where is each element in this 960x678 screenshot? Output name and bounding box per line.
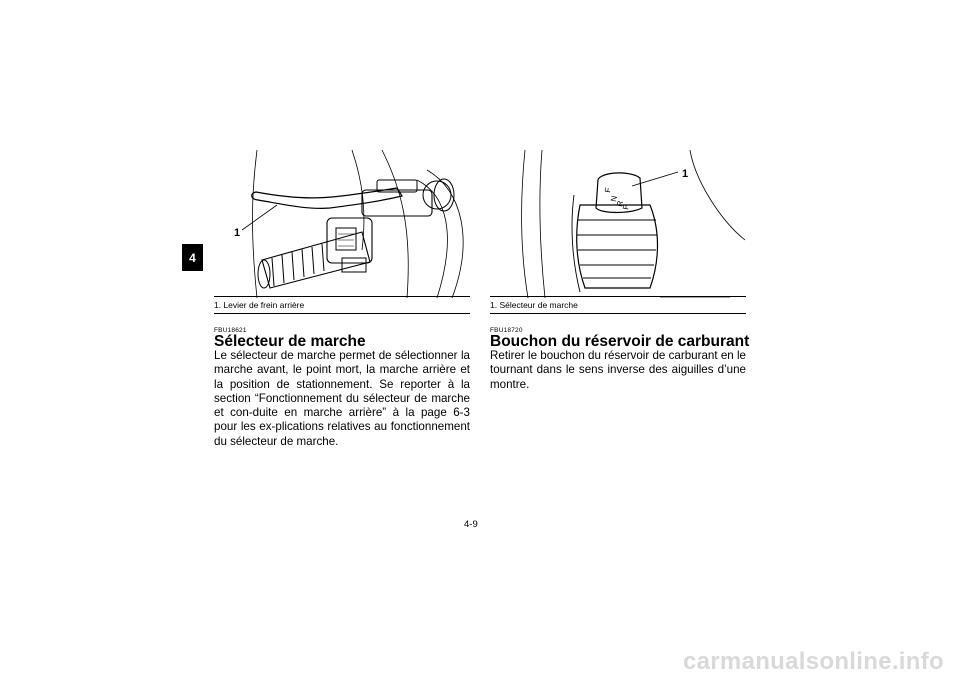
heading-left: Sélecteur de marche: [214, 333, 366, 350]
section-code-right: FBU18720: [490, 327, 523, 334]
svg-text:P: P: [621, 203, 631, 211]
caption-rule-right: [490, 296, 746, 297]
body-left: Le sélecteur de marche permet de sélectionner la marche avant, le point mort, la marche arrière et la position de stationnement. Se reporter à la section “Fonctionnement du sélecteur de marche et con-duite en marche arrière” à la page 6-3 pour les ex-plications relatives au fonctionnement du sélecteur de marche.: [214, 349, 470, 448]
caption-rule-left-bottom: [214, 313, 470, 314]
caption-left: 1. Levier de frein arrière: [214, 300, 305, 310]
svg-text:F: F: [603, 186, 613, 194]
body-right: Retirer le bouchon du réservoir de carburant en le tournant dans le sens inverse des aiguilles d’une montre.: [490, 349, 746, 391]
heading-right: Bouchon du réservoir de carburant: [490, 333, 750, 350]
caption-rule-right-bottom: [490, 313, 746, 314]
footer-watermark[interactable]: carmanualsonline.info: [682, 648, 944, 675]
chapter-tab: 4: [182, 244, 203, 271]
figure-label-right: 1: [682, 168, 689, 180]
section-code-left: FBU18621: [214, 327, 247, 334]
svg-text:R: R: [615, 200, 625, 208]
brake-lever-illustration: [212, 150, 474, 298]
figure-label-left: 1: [234, 227, 241, 239]
svg-text:N: N: [609, 195, 619, 203]
page-number: 4-9: [464, 519, 478, 530]
caption-right: 1. Sélecteur de marche: [490, 300, 578, 310]
caption-rule-left: [214, 296, 470, 297]
drive-select-lever-illustration: [490, 150, 752, 298]
